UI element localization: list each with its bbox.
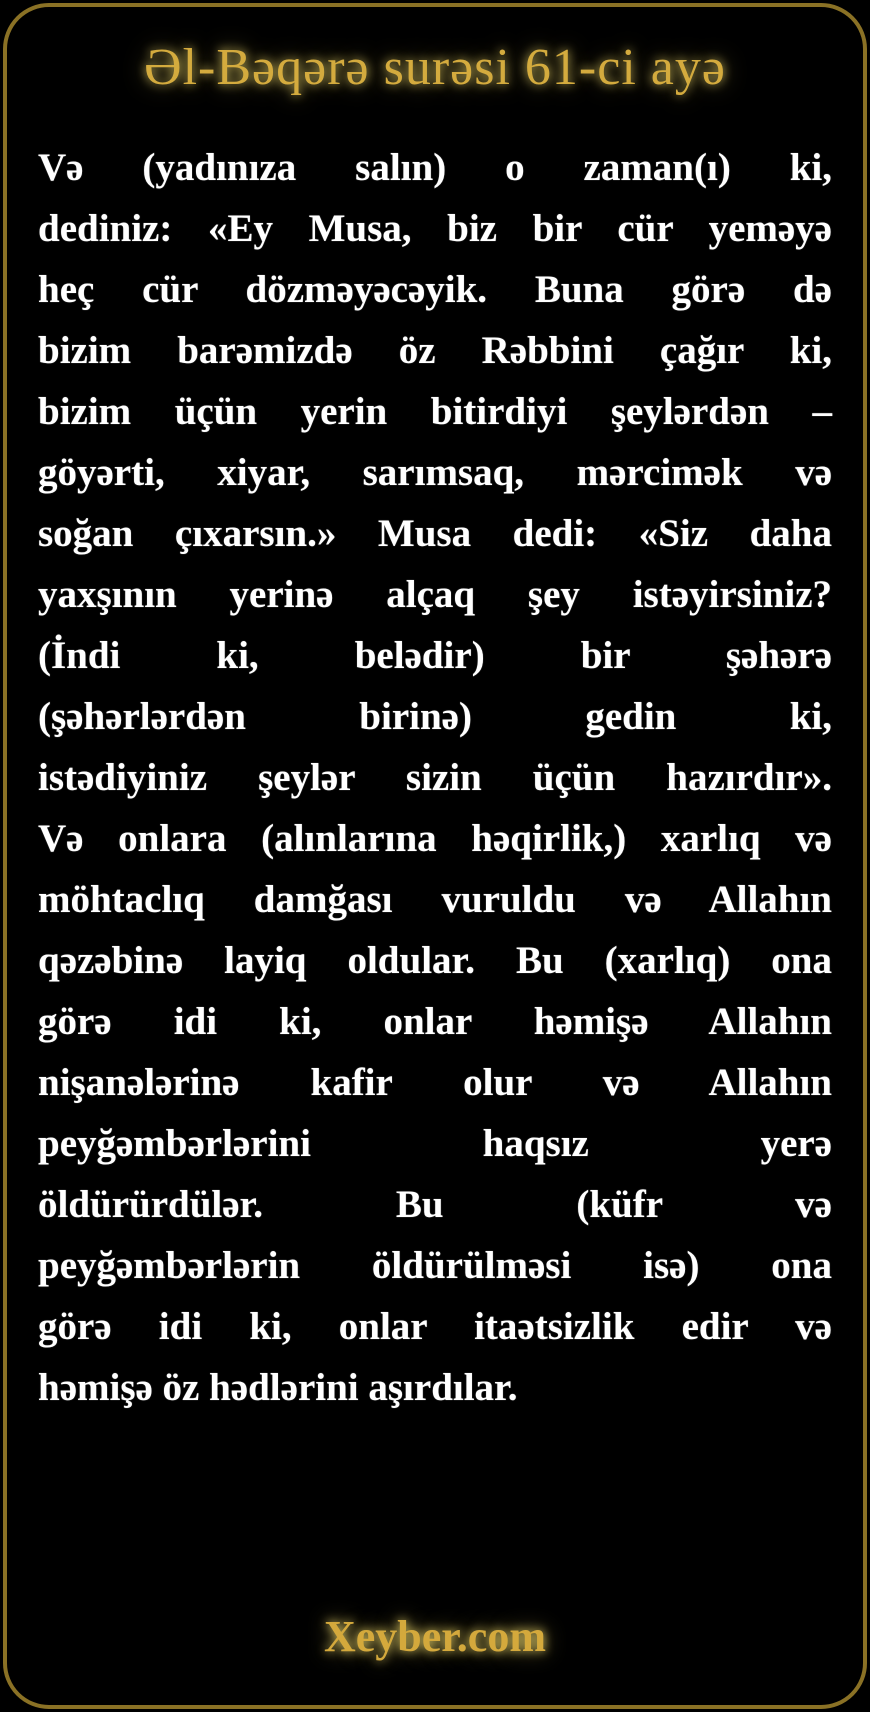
verse-line: göyərti, xiyar, sarımsaq, mərcimək və bbox=[38, 451, 832, 494]
site-watermark: Xeyber.com bbox=[324, 1612, 546, 1661]
verse-line: bizim barəmizdə öz Rəbbini çağır ki, bbox=[38, 329, 832, 372]
verse-line: peyğəmbərlərini haqsız yerə bbox=[38, 1122, 832, 1165]
verse-line: nişanələrinə kafir olur və Allahın bbox=[38, 1061, 832, 1104]
verse-line: görə idi ki, onlar itaətsizlik edir və bbox=[38, 1305, 832, 1348]
verse-line: dediniz: «Ey Musa, biz bir cür yeməyə bbox=[38, 207, 832, 250]
verse-line: görə idi ki, onlar həmişə Allahın bbox=[38, 1000, 832, 1043]
verse-line: istədiyiniz şeylər sizin üçün hazırdır». bbox=[38, 756, 832, 799]
verse-paragraph bbox=[38, 137, 832, 1418]
verse-line: Və onlara (alınlarına həqirlik,) xarlıq və bbox=[38, 817, 832, 860]
verse-line: möhtaclıq damğası vuruldu və Allahın bbox=[38, 878, 832, 921]
verse-line: həmişə öz hədlərini aşırdılar. bbox=[38, 1366, 518, 1409]
verse-line: öldürürdülər. Bu (küfr və bbox=[38, 1183, 832, 1226]
verse-line: (İndi ki, belədir) bir şəhərə bbox=[38, 634, 832, 677]
verse-line: Və (yadınıza salın) o zaman(ı) ki, bbox=[38, 146, 832, 189]
verse-line: qəzəbinə layiq oldular. Bu (xarlıq) ona bbox=[38, 939, 832, 982]
verse-line: bizim üçün yerin bitirdiyi şeylərdən – bbox=[38, 390, 832, 433]
verse-line: soğan çıxarsın.» Musa dedi: «Siz daha bbox=[38, 512, 832, 555]
verse-line: yaxşının yerinə alçaq şey istəyirsiniz? bbox=[38, 573, 832, 616]
page-title: Əl-Bəqərə surəsi 61-ci ayə bbox=[144, 39, 726, 96]
verse-line: (şəhərlərdən birinə) gedin ki, bbox=[38, 695, 832, 738]
verse-line: heç cür dözməyəcəyik. Buna görə də bbox=[38, 268, 832, 311]
verse-line: peyğəmbərlərin öldürülməsi isə) ona bbox=[38, 1244, 832, 1287]
